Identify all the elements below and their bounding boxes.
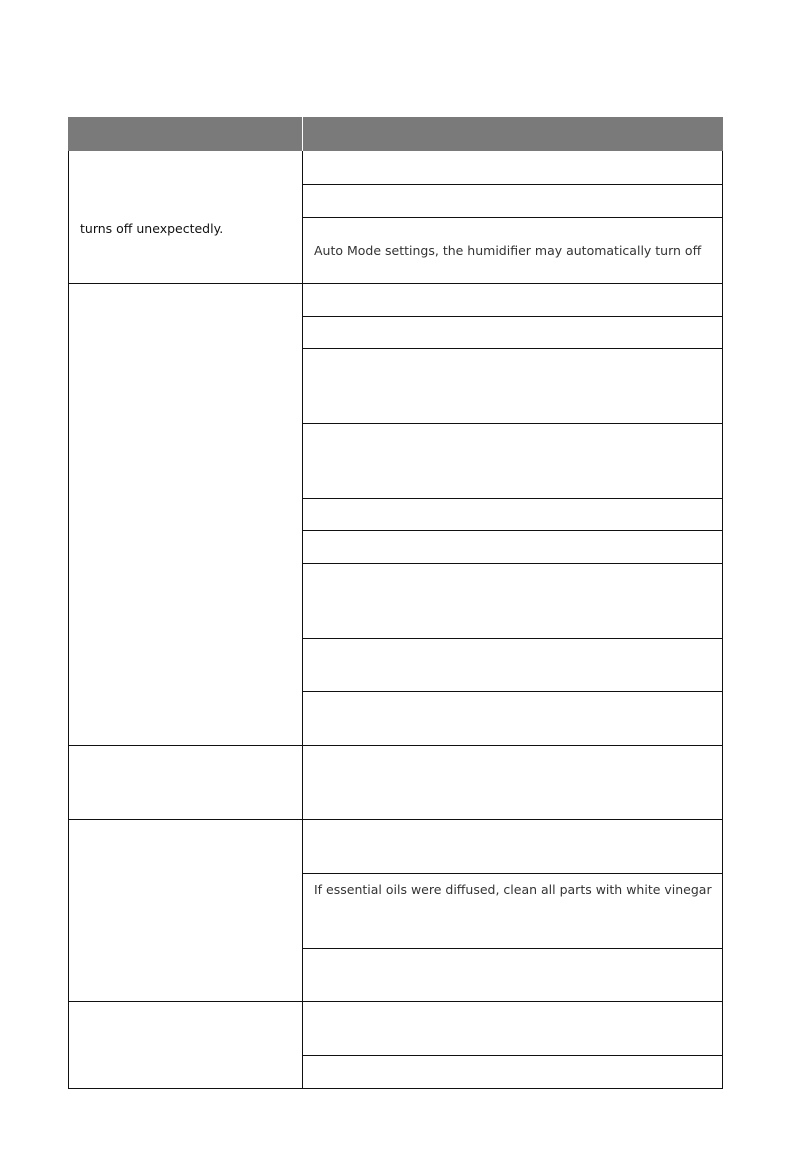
- row-divider: [302, 691, 723, 692]
- group-divider: [68, 819, 723, 820]
- row-divider: [302, 423, 723, 424]
- table-left-border: [68, 151, 69, 1089]
- group-divider: [68, 745, 723, 746]
- solution-cell: Auto Mode settings, the humidifier may automatically turn off: [314, 243, 702, 258]
- problem-cell: turns off unexpectedly.: [80, 221, 224, 236]
- troubleshooting-table: [68, 151, 723, 1089]
- row-divider: [302, 948, 723, 949]
- group-divider: [68, 1001, 723, 1002]
- row-divider: [302, 563, 723, 564]
- solution-cell: If essential oils were diffused, clean all parts with white vinegar: [314, 882, 712, 897]
- row-divider: [302, 217, 723, 218]
- table-header: [68, 117, 723, 151]
- row-divider: [302, 348, 723, 349]
- row-divider: [302, 498, 723, 499]
- row-divider: [302, 1055, 723, 1056]
- row-divider: [302, 184, 723, 185]
- header-divider: [302, 117, 303, 151]
- row-divider: [302, 873, 723, 874]
- row-divider: [302, 638, 723, 639]
- table-bottom-border: [68, 1088, 723, 1089]
- row-divider: [302, 530, 723, 531]
- row-divider: [302, 316, 723, 317]
- group-divider: [68, 283, 723, 284]
